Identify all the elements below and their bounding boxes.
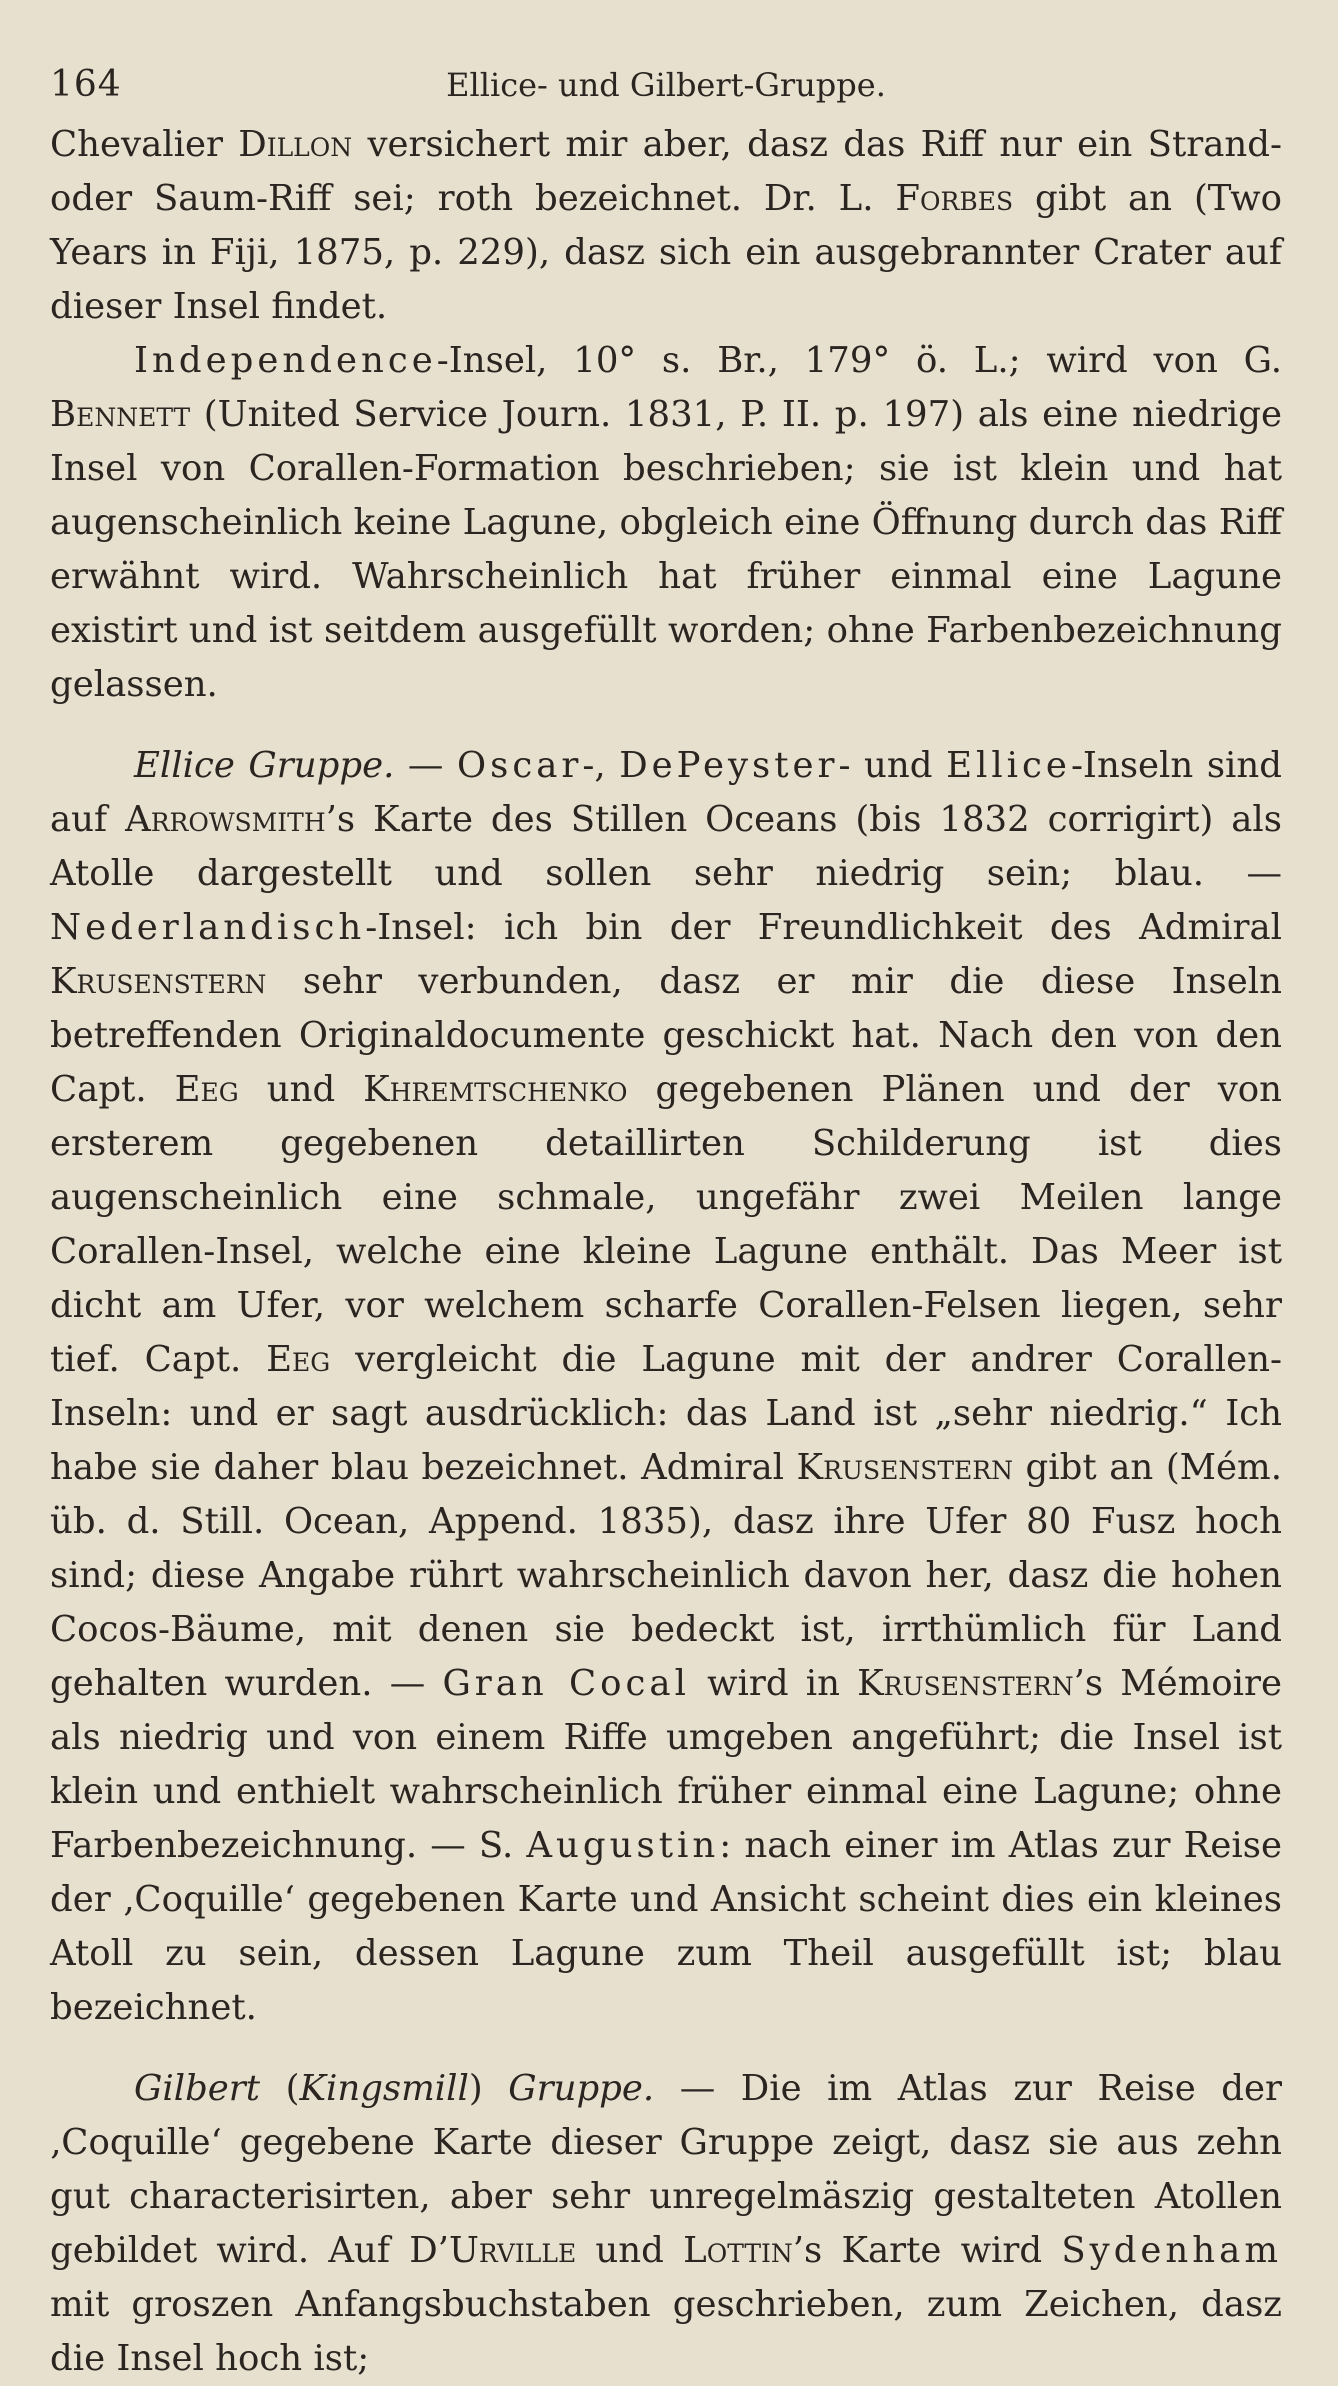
text-run-sp: Oscar xyxy=(457,745,583,786)
paragraph xyxy=(50,2062,1282,2386)
text-run: ’s Karte des Stillen Oceans (bis 1832 corrigirt) als Atolle dargestellt und sollen sehr niedrig sein; blau. — xyxy=(50,799,1282,894)
text-run: -, xyxy=(582,745,620,786)
text-run-sp: DePeyster xyxy=(619,745,839,786)
text-run-sc: Urville xyxy=(448,2230,577,2271)
text-run: und xyxy=(576,2230,684,2271)
text-run: gibt an (Mém. üb. d. Still. Ocean, Append. 1835), dasz ihre Ufer 80 Fusz hoch sind; diese Angabe rührt wahrscheinlich davon her, dasz die hohen Cocos-Bäume, mit denen sie bedeckt ist, irrthümlich für Land gehalten wurden. — xyxy=(50,1447,1282,1704)
text-run-it: Kingsmill xyxy=(299,2068,469,2109)
text-run-sp: Augustin xyxy=(526,1825,720,1866)
text-run-sp: Independence xyxy=(134,340,437,381)
text-run-it: Gruppe. xyxy=(508,2068,655,2109)
text-run-sc: Eeg xyxy=(174,1069,239,1110)
text-run: sehr verbunden, dasz er mir die diese Inseln betreffenden Originaldocumente geschickt hat. Nach den von den Capt. xyxy=(50,961,1282,1110)
text-run: ( xyxy=(260,2068,300,2109)
body-text xyxy=(50,118,1282,2386)
paragraph xyxy=(50,739,1282,2035)
text-run-sc: Lottin xyxy=(683,2230,793,2271)
text-run: ’s Mémoire als niedrig und von einem Riffe umgeben angeführt; die Insel ist klein und enthielt wahrscheinlich früher einmal eine Lagune; ohne Farbenbezeichnung. — S. xyxy=(50,1663,1282,1866)
text-run: ’s Karte wird xyxy=(792,2230,1062,2271)
text-run-sp: Nederlandisch xyxy=(50,907,366,948)
text-run-sp: Ellice xyxy=(946,745,1071,786)
text-run-sc: Eeg xyxy=(266,1339,331,1380)
text-run-it: Gilbert xyxy=(134,2068,261,2109)
paragraph xyxy=(50,334,1282,712)
text-run: gegebenen Plänen und der von ersterem gegebenen detaillirten Schilderung ist dies augenscheinlich eine schmale, ungefähr zwei Meilen lange Corallen-Insel, welche eine kleine Lagune enthält. Das Meer ist dicht am Ufer, vor welchem scharfe Corallen-Felsen liegen, sehr tief. Capt. xyxy=(50,1069,1282,1380)
paragraph xyxy=(50,118,1282,334)
text-run: und xyxy=(238,1069,364,1110)
text-run: Chevalier xyxy=(50,124,239,165)
text-run: ) xyxy=(468,2068,509,2109)
text-run: -Insel: ich bin der Freundlichkeit des Admiral xyxy=(365,907,1282,948)
text-run-sp: Gran Cocal xyxy=(442,1663,690,1704)
text-run: gibt an (Two Years in Fiji, 1875, p. 229), dasz sich ein ausgebrannter Crater auf dieser Insel findet. xyxy=(50,178,1282,327)
running-title: Ellice- und Gilbert-Gruppe. xyxy=(446,66,886,104)
text-run: versichert mir aber, dasz das Riff nur ein Strand- oder Saum-Riff sei; roth bezeichnet. Dr. L. xyxy=(50,124,1282,219)
text-run: — xyxy=(394,745,457,786)
text-run-sc: Krusenstern xyxy=(796,1447,1013,1488)
page-number: 164 xyxy=(50,64,122,105)
text-run-it: Ellice Gruppe. xyxy=(134,745,395,786)
text-run: -Insel, 10° s. Br., 179° ö. L.; wird von G. xyxy=(436,340,1282,381)
text-run: wird in xyxy=(689,1663,858,1704)
text-run: -Inseln sind auf xyxy=(50,745,1282,840)
text-run-sc: Arrowsmith xyxy=(125,799,326,840)
text-run-sc: Forbes xyxy=(895,178,1014,219)
text-run-sp: Sydenham xyxy=(1061,2230,1282,2271)
text-run-sc: Krusenstern xyxy=(857,1663,1074,1704)
text-run: - und xyxy=(838,745,947,786)
text-run-sc: Dillon xyxy=(238,124,353,165)
text-run: — Die im Atlas zur Reise der ‚Coquille‘ gegebene Karte dieser Gruppe zeigt, dasz sie aus zehn gut characterisirten, aber sehr unregelmäszig gestalteten Atollen gebildet wird. Auf D’ xyxy=(50,2068,1282,2271)
text-run: (United Service Journ. 1831, P. II. p. 197) als eine niedrige Insel von Corallen-Formation beschrieben; sie ist klein und hat augenscheinlich keine Lagune, obgleich eine Öffnung durch das Riff erwähnt wird. Wahrscheinlich hat früher einmal eine Lagune existirt und ist seitdem ausgefüllt worden; ohne Farbenbezeichnung gelassen. xyxy=(50,394,1282,705)
page-header xyxy=(50,58,1282,118)
text-run: vergleicht die Lagune mit der andrer Corallen-Inseln: und er sagt ausdrücklich: das Land ist „sehr niedrig.“ Ich habe sie daher blau bezeichnet. Admiral xyxy=(50,1339,1282,1488)
text-run: : nach einer im Atlas zur Reise der ‚Coquille‘ gegebenen Karte und Ansicht scheint dies ein kleines Atoll zu sein, dessen Lagune zum Theil ausgefüllt ist; blau bezeichnet. xyxy=(50,1825,1282,2028)
text-run-sc: Khremtschenko xyxy=(363,1069,628,1110)
text-run-sc: Bennett xyxy=(50,394,191,435)
text-run-sc: Krusenstern xyxy=(50,961,267,1002)
text-run: mit groszen Anfangsbuchstaben geschrieben, zum Zeichen, dasz die Insel hoch ist; xyxy=(50,2284,1282,2379)
